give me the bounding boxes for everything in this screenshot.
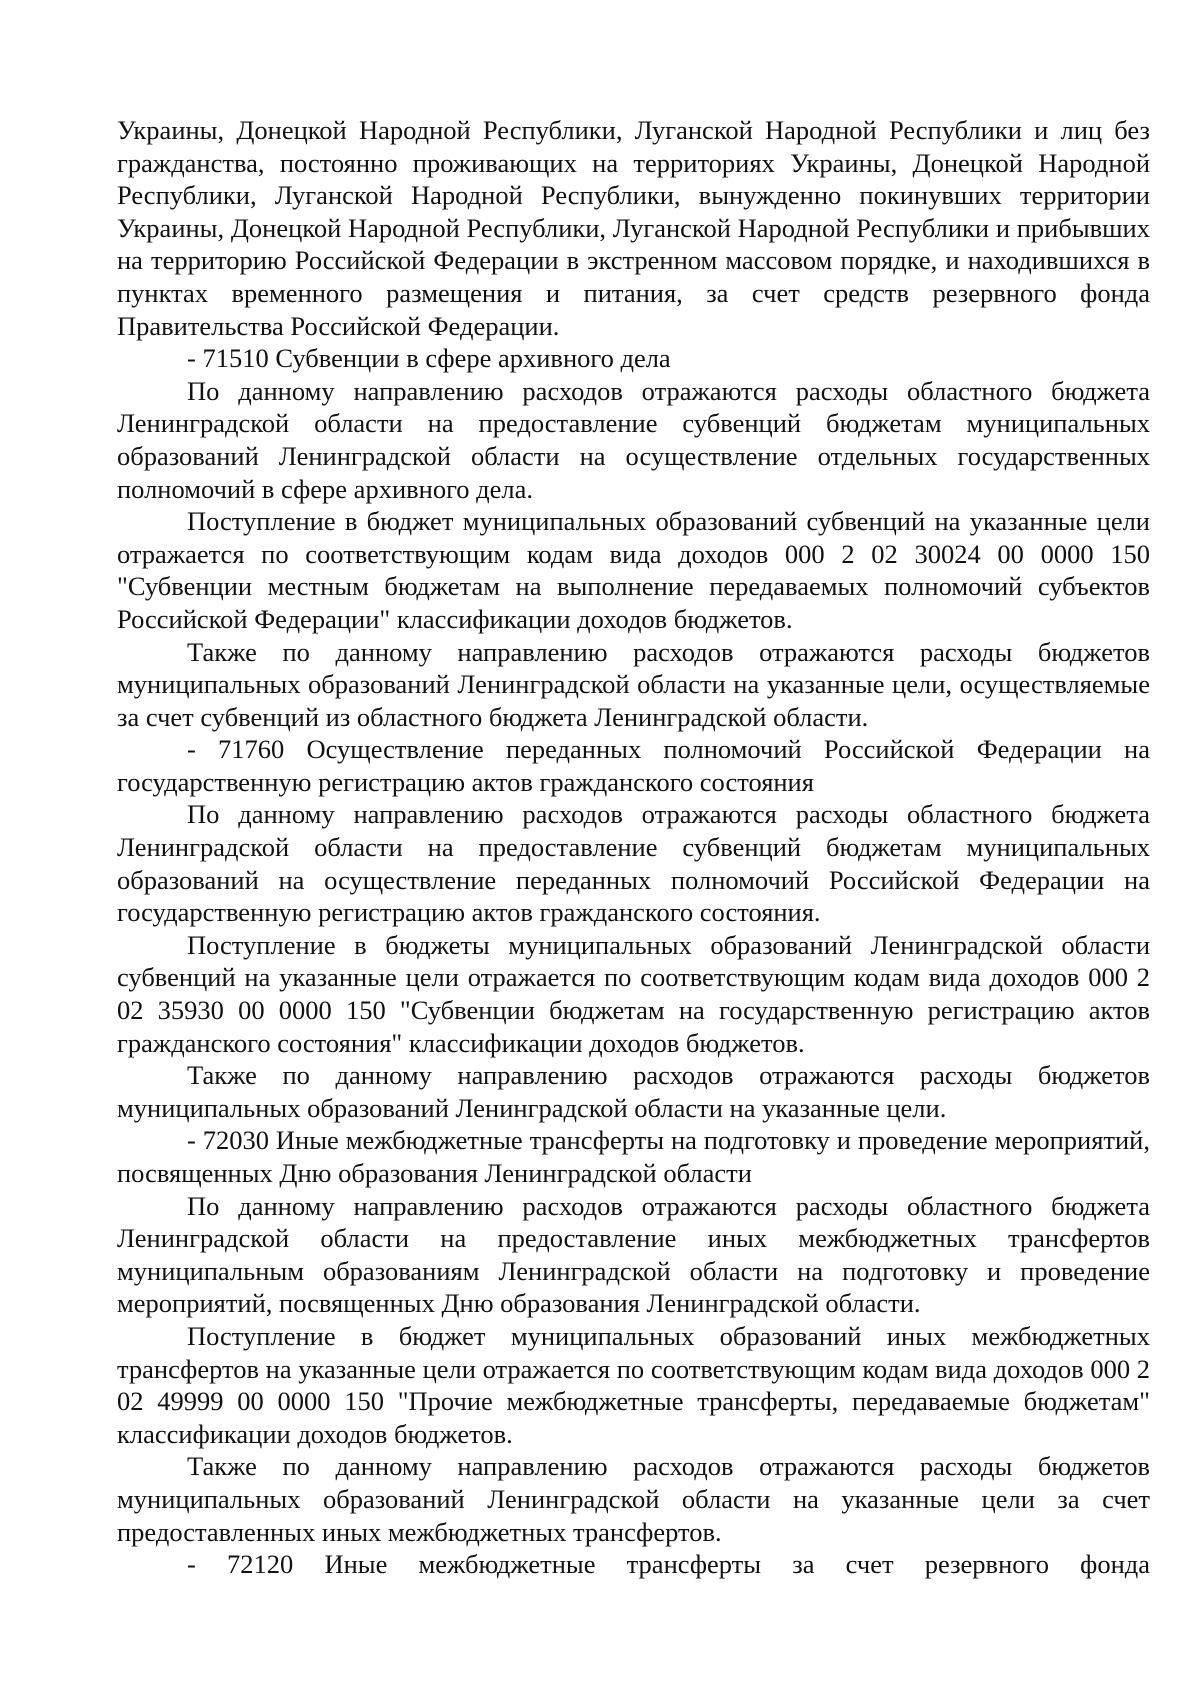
paragraph-continuation: Украины, Донецкой Народной Республики, Луганской Народной Республики и лиц без гражданства, постоянно проживающих на территориях Украины, Донецкой Народной Республики, Луганской Народной Республики, вынужденно покинувших территории Украины, Донецкой Народной Республики, Луганской Народной Республики и прибывших на территорию Российской Федерации в экстренном массовом порядке, и находившихся в пунктах временного размещения и питания, за счет средств резервного фонда Правительства Российской Федерации. [117,115,1150,341]
section-heading-71760: - 71760 Осуществление переданных полномочий Российской Федерации на государственную регистрацию актов гражданского состояния [117,734,1150,797]
section-heading-71510: - 71510 Субвенции в сфере архивного дела [187,343,671,374]
section-heading-72030: - 72030 Иные межбюджетные трансферты на подготовку и проведение мероприятий, посвященных Дню образования Ленинградской области [117,1125,1150,1188]
paragraph: Поступление в бюджет муниципальных образований субвенций на указанные цели отражается по соответствующим кодам вида доходов 000 2 02 30024 00 0000 150 "Субвенции местным бюджетам на выполнение передаваемых полномочий субъектов Российской Федерации" классификации доходов бюджетов. [117,506,1150,634]
paragraph: Поступление в бюджет муниципальных образований иных межбюджетных трансфертов на указанные цели отражается по соответствующим кодам вида доходов 000 2 02 49999 00 0000 150 "Прочие межбюджетные трансферты, передаваемые бюджетам" классификации доходов бюджетов. [117,1320,1150,1449]
paragraph: Также по данному направлению расходов отражаются расходы бюджетов муниципальных образований Ленинградской области на указанные цели, осуществляемые за счет субвенций из областного бюджета Ленинградской области. [117,636,1150,732]
paragraph: По данному направлению расходов отражаются расходы областного бюджета Ленинградской области на предоставление субвенций бюджетам муниципальных образований Ленинградской области на осуществление отдельных государственных полномочий в сфере архивного дела. [117,375,1150,504]
paragraph: Поступление в бюджеты муниципальных образований Ленинградской области субвенций на указанные цели отражается по соответствующим кодам вида доходов 000 2 02 35930 00 0000 150 "Субвенции бюджетам на государственную регистрацию актов гражданского состояния" классификации доходов бюджетов. [117,929,1150,1058]
paragraph: Также по данному направлению расходов отражаются расходы бюджетов муниципальных образований Ленинградской области на указанные цели. [117,1060,1150,1123]
document-page [117,114,1150,1581]
section-heading-72120: - 72120 Иные межбюджетные трансферты за счет резервного фонда [187,1549,1150,1580]
paragraph: По данному направлению расходов отражаются расходы областного бюджета Ленинградской области на предоставление субвенций бюджетам муниципальных образований на осуществление переданных полномочий Российской Федерации на государственную регистрацию актов гражданского состояния. [117,799,1150,928]
paragraph: По данному направлению расходов отражаются расходы областного бюджета Ленинградской области на предоставление иных межбюджетных трансфертов муниципальным образованиям Ленинградской области на подготовку и проведение мероприятий, посвященных Дню образования Ленинградской области. [117,1190,1150,1319]
paragraph: Также по данному направлению расходов отражаются расходы бюджетов муниципальных образований Ленинградской области на указанные цели за счет предоставленных иных межбюджетных трансфертов. [117,1451,1150,1547]
